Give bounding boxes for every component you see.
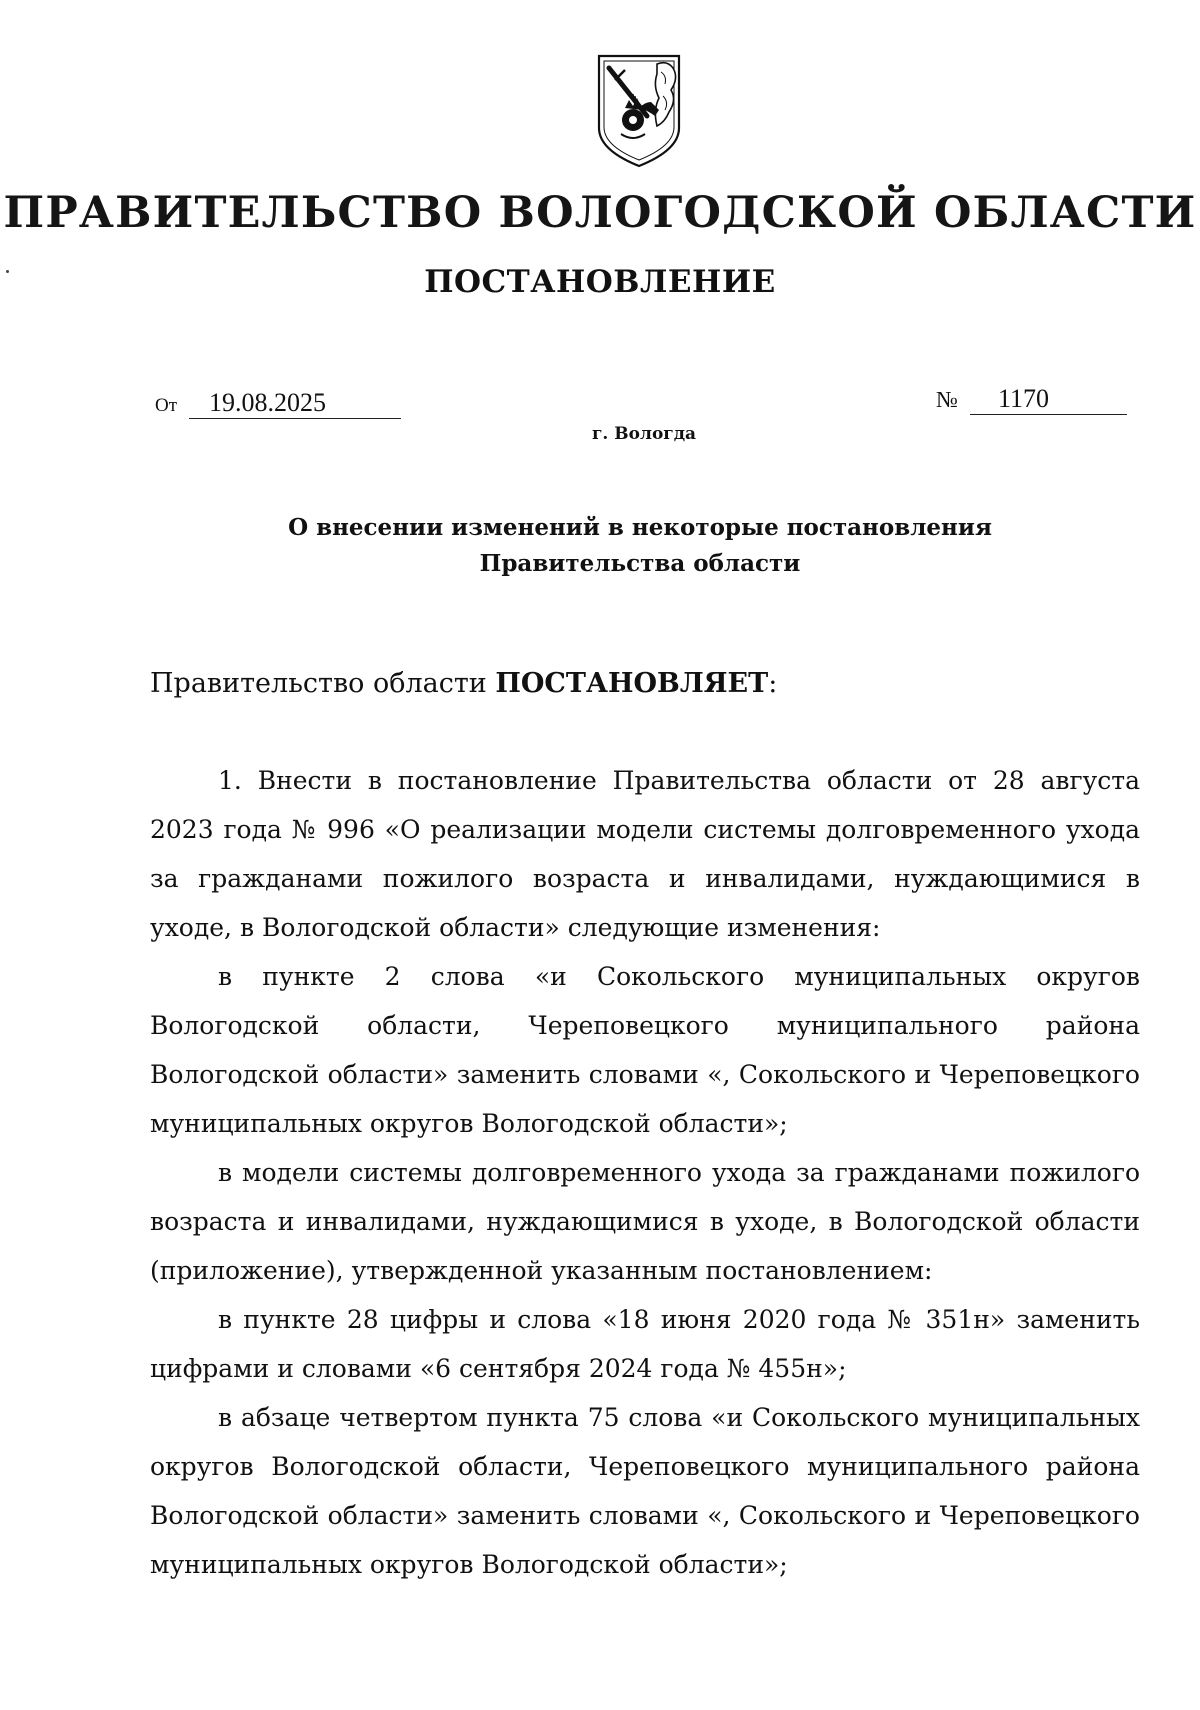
preamble-tail: :: [768, 668, 778, 699]
subject-line-1: О внесении изменений в некоторые постановления: [288, 514, 992, 541]
preamble: [150, 668, 777, 699]
paragraph-3: в модели системы долговременного ухода за гражданами пожилого возраста и инвалидами, нуждающимися в уходе, в Вологодской области (приложение), утвержденной указанным постановлением:: [150, 1158, 1140, 1285]
document-date: 19.08.2025: [189, 388, 401, 419]
document-body: [150, 756, 1140, 1589]
city-label: г. Вологда: [592, 424, 697, 444]
date-row: [155, 388, 401, 419]
document-subject: [250, 510, 1030, 582]
paragraph-4: в пункте 28 цифры и слова «18 июня 2020 года № 351н» заменить цифрами и словами «6 сентября 2024 года № 455н»;: [150, 1305, 1140, 1383]
document-number: 1170: [970, 384, 1127, 415]
preamble-text: Правительство области: [150, 668, 496, 699]
government-title: ПРАВИТЕЛЬСТВО ВОЛОГОДСКОЙ ОБЛАСТИ: [3, 188, 1197, 238]
vologda-coat-of-arms-icon: [595, 50, 683, 170]
subject-line-2: Правительства области: [479, 550, 801, 577]
document-type: ПОСТАНОВЛЕНИЕ: [424, 264, 776, 300]
number-row: [936, 384, 1127, 415]
number-prefix: №: [936, 387, 958, 412]
paragraph-2: в пункте 2 слова «и Сокольского муниципальных округов Вологодской области, Череповецкого муниципального района Вологодской области» заменить словами «, Сокольского и Череповецкого муниципальных округов Вологодской области»;: [150, 962, 1140, 1138]
date-prefix: От: [155, 395, 178, 416]
preamble-emphasis: ПОСТАНОВЛЯЕТ: [495, 668, 769, 699]
paragraph-5: в абзаце четвертом пункта 75 слова «и Сокольского муниципальных округов Вологодской области, Череповецкого муниципального района Вологодской области» заменить словами «, Сокольского и Череповецкого муниципальных округов Вологодской области»;: [150, 1403, 1140, 1579]
paragraph-1: 1. Внести в постановление Правительства области от 28 августа 2023 года № 996 «О реализации модели системы долговременного ухода за гражданами пожилого возраста и инвалидами, нуждающимися в уходе, в Вологодской области» следующие изменения:: [150, 766, 1140, 942]
